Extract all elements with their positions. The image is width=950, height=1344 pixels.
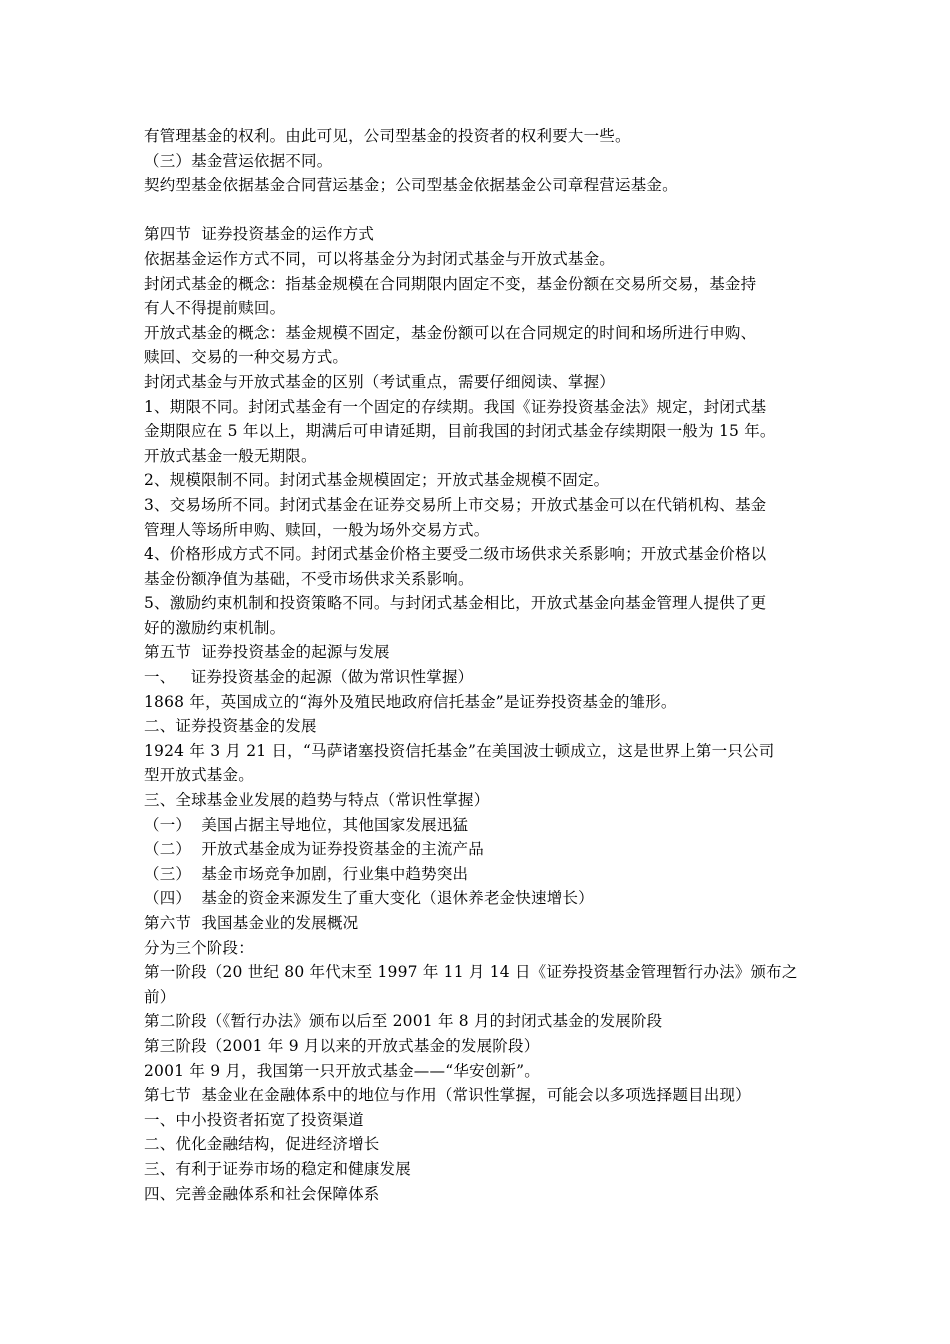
text-line: （三） 基金市场竞争加剧，行业集中趋势突出	[144, 864, 469, 883]
text-line: 封闭式基金与开放式基金的区别（考试重点，需要仔细阅读、掌握）	[144, 372, 616, 391]
text-line: 好的激励约束机制。	[144, 618, 286, 637]
text-line: （二） 开放式基金成为证券投资基金的主流产品	[144, 840, 484, 859]
text-line: 第三阶段（2001 年 9 月以来的开放式基金的发展阶段）	[144, 1036, 540, 1055]
document-body	[144, 124, 809, 1206]
text-line: 一、 证券投资基金的起源（做为常识性掌握）	[144, 668, 474, 687]
text-line: 1924 年 3 月 21 日，“马萨诸塞投资信托基金”在美国波士顿成立，这是世界上第一只公司	[144, 741, 775, 760]
text-line: 分为三个阶段：	[144, 938, 254, 957]
blank-line	[144, 198, 809, 223]
text-line: 封闭式基金的概念：指基金规模在合同期限内固定不变，基金份额在交易所交易，基金持	[144, 274, 757, 293]
text-line: 管理人等场所申购、赎回，一般为场外交易方式。	[144, 520, 490, 539]
text-line: 3、交易场所不同。封闭式基金在证券交易所上市交易；开放式基金可以在代销机构、基金	[144, 495, 767, 514]
text-line: 契约型基金依据基金合同营运基金；公司型基金依据基金公司章程营运基金。	[144, 176, 678, 195]
section-heading: 第七节 基金业在金融体系中的地位与作用（常识性掌握，可能会以多项选择题目出现）	[144, 1086, 751, 1105]
text-line: 1868 年，英国成立的“海外及殖民地政府信托基金”是证券投资基金的雏形。	[144, 692, 677, 711]
text-line: 二、优化金融结构，促进经济增长	[144, 1135, 380, 1154]
text-line: 四、完善金融体系和社会保障体系	[144, 1184, 380, 1203]
text-line: 开放式基金一般无期限。	[144, 446, 317, 465]
text-line: 开放式基金的概念：基金规模不固定，基金份额可以在合同规定的时间和场所进行申购、	[144, 323, 757, 342]
text-line: 有管理基金的权利。由此可见，公司型基金的投资者的权利要大一些。	[144, 127, 631, 145]
text-line: 一、中小投资者拓宽了投资渠道	[144, 1110, 364, 1129]
text-line: 第一阶段（20 世纪 80 年代末至 1997 年 11 月 14 日《证券投资基金管理暂行办法》颁布之	[144, 963, 798, 982]
section-heading: 第五节 证券投资基金的起源与发展	[144, 643, 390, 662]
text-line: 2001 年 9 月，我国第一只开放式基金——“华安创新”。	[144, 1061, 540, 1080]
text-line: 4、价格形成方式不同。封闭式基金价格主要受二级市场供求关系影响；开放式基金价格以	[144, 545, 767, 564]
text-line: 型开放式基金。	[144, 766, 254, 785]
text-line: 金期限应在 5 年以上，期满后可申请延期，目前我国的封闭式基金存续期限一般为 15 年。	[144, 422, 776, 441]
section-heading: 第六节 我国基金业的发展概况	[144, 914, 359, 932]
text-line: 依据基金运作方式不同，可以将基金分为封闭式基金与开放式基金。	[144, 249, 616, 268]
text-line: 1、期限不同。封闭式基金有一个固定的存续期。我国《证券投资基金法》规定，封闭式基	[144, 397, 767, 416]
text-line: 三、有利于证券市场的稳定和健康发展	[144, 1159, 411, 1178]
text-line: 有人不得提前赎回。	[144, 299, 286, 318]
text-line: 前）	[144, 987, 176, 1006]
text-line: （四） 基金的资金来源发生了重大变化（退休养老金快速增长）	[144, 889, 594, 908]
text-line: 基金份额净值为基础，不受市场供求关系影响。	[144, 569, 474, 588]
text-line: （一） 美国占据主导地位，其他国家发展迅猛	[144, 815, 469, 834]
section-heading: 第四节 证券投资基金的运作方式	[144, 225, 375, 244]
text-line: 2、规模限制不同。封闭式基金规模固定；开放式基金规模不固定。	[144, 471, 610, 490]
text-line: （三）基金营运依据不同。	[144, 151, 333, 170]
text-line: 二、证券投资基金的发展	[144, 717, 317, 736]
text-line: 赎回、交易的一种交易方式。	[144, 348, 349, 367]
text-line: 5、激励约束机制和投资策略不同。与封闭式基金相比，开放式基金向基金管理人提供了更	[144, 594, 767, 613]
text-line: 三、全球基金业发展的趋势与特点（常识性掌握）	[144, 791, 490, 810]
text-line: 第二阶段（《暂行办法》颁布以后至 2001 年 8 月的封闭式基金的发展阶段	[144, 1012, 663, 1031]
